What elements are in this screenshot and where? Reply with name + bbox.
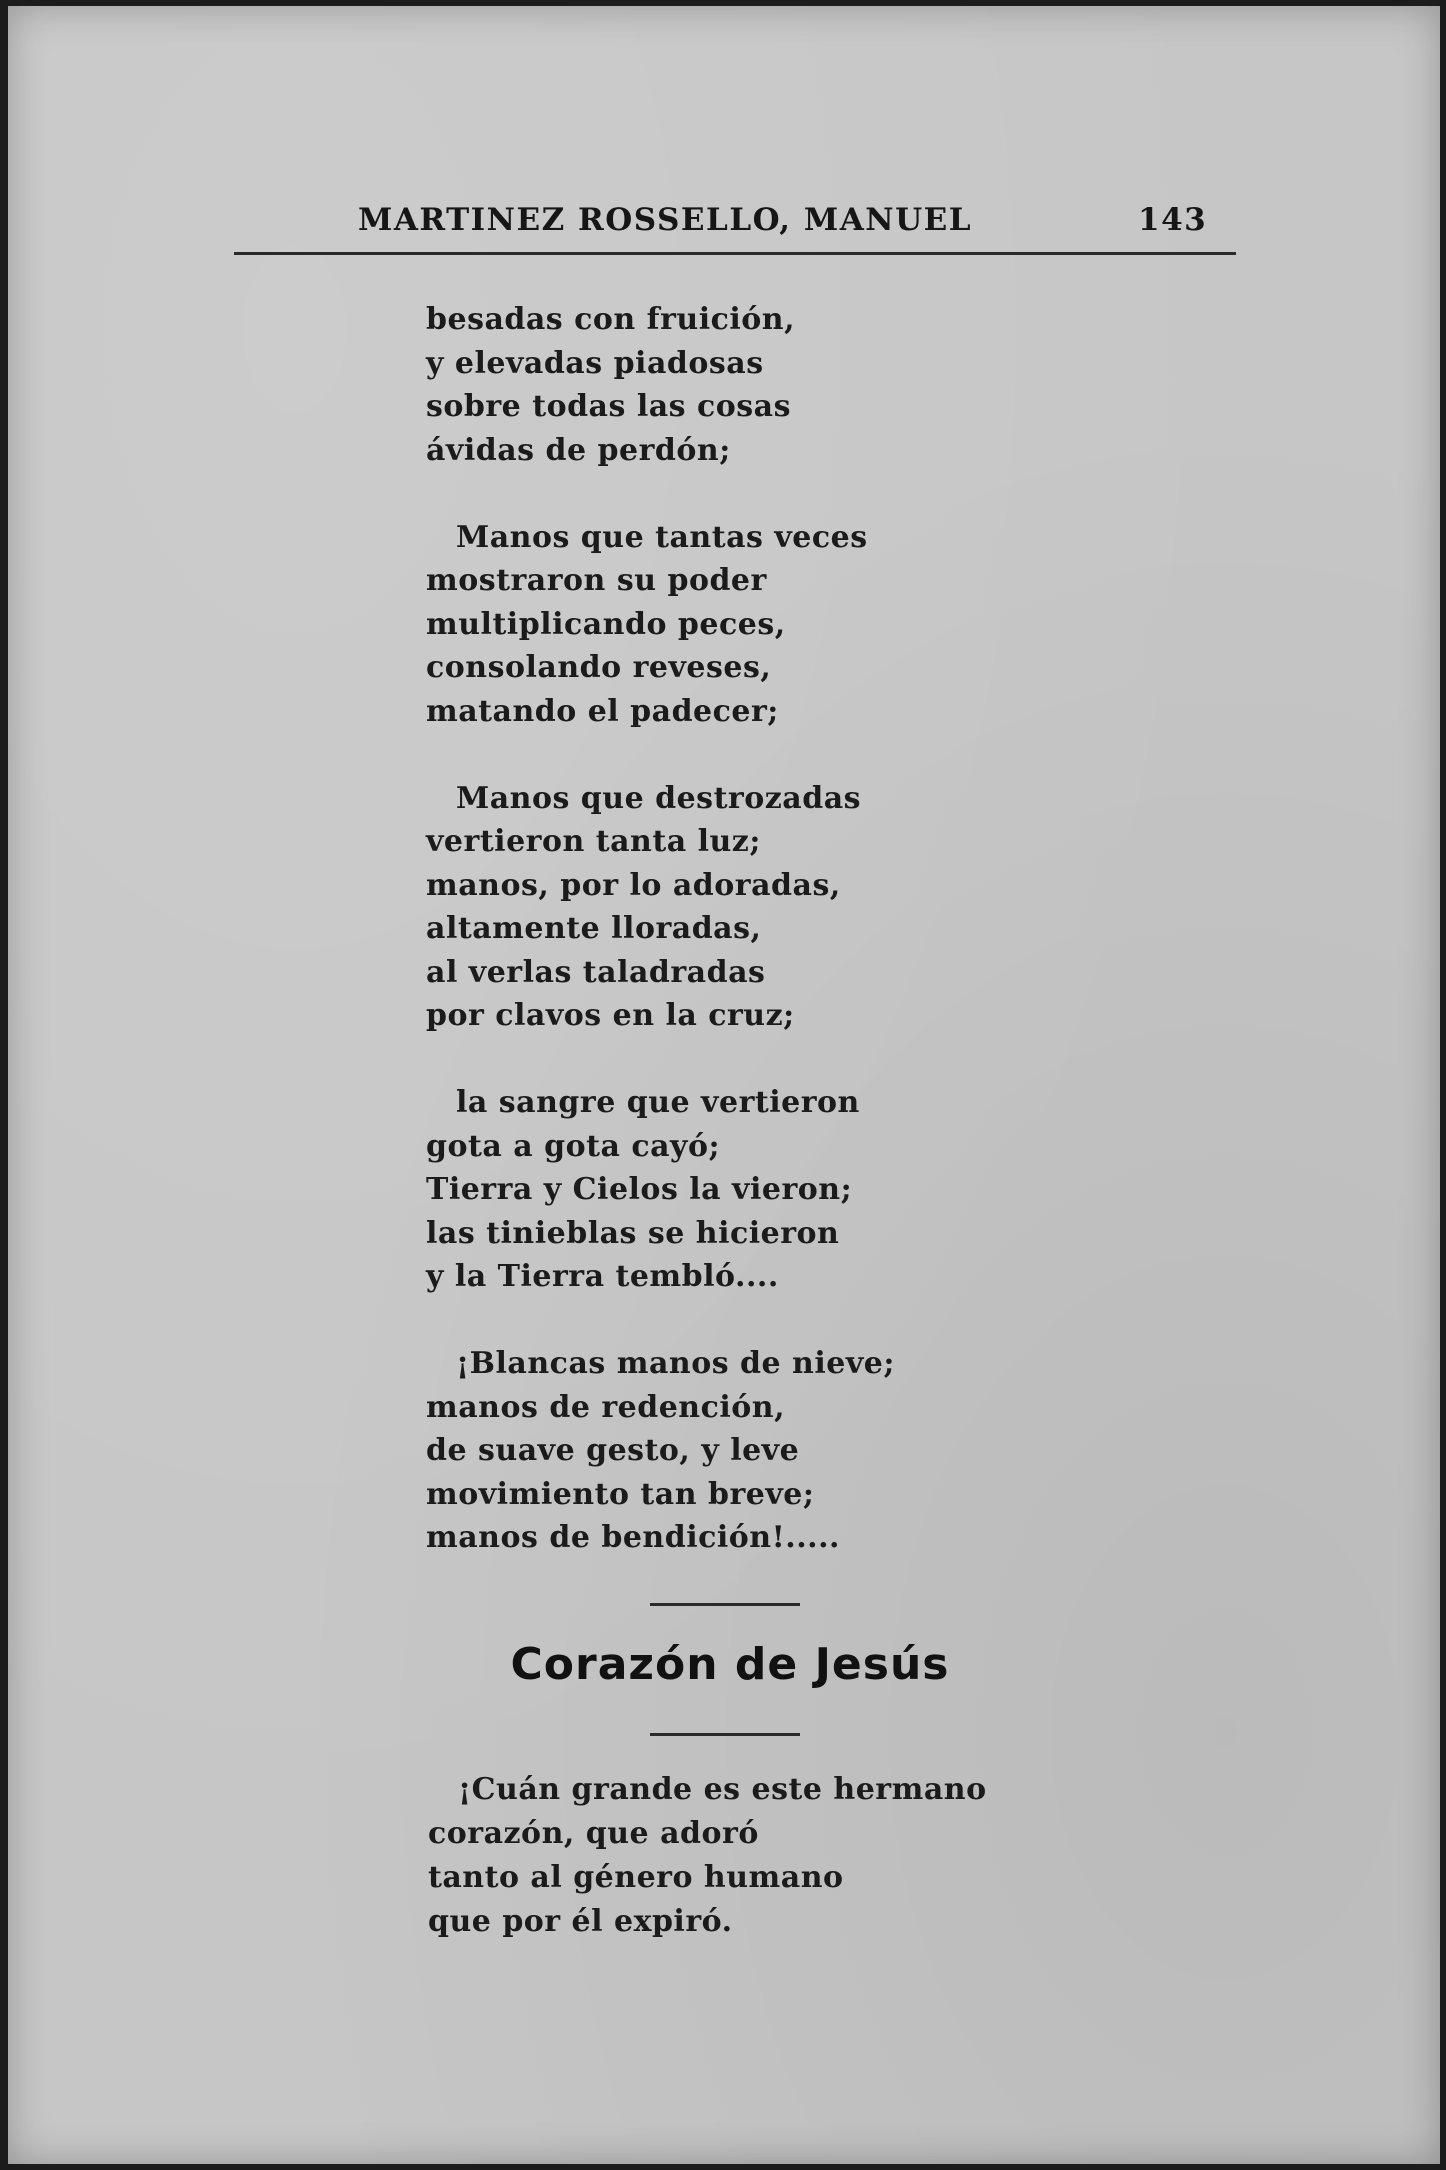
poem-line: y elevadas piadosas: [426, 345, 764, 381]
poem-line: multiplicando peces,: [426, 606, 786, 642]
book-page: [8, 6, 1440, 2164]
poem-line: Tierra y Cielos la vieron;: [426, 1172, 853, 1207]
poem-line: manos de bendición!.....: [426, 1520, 840, 1555]
poem-line: ávidas de perdón;: [426, 432, 731, 468]
poem-line: las tinieblas se hicieron: [426, 1215, 840, 1251]
stanza-3: [426, 777, 895, 1038]
header-rule: [234, 252, 1236, 255]
second-poem-body: [428, 1768, 987, 1944]
poem-line: matando el padecer;: [426, 693, 779, 729]
poem-line: y la Tierra tembló....: [426, 1259, 779, 1294]
poem-line: vertieron tanta luz;: [426, 824, 761, 859]
poem-line: besadas con fruición,: [426, 302, 796, 337]
poem-line: manos, por lo adoradas,: [426, 867, 841, 903]
poem-line: altamente lloradas,: [426, 911, 762, 946]
poem-line: movimiento tan breve;: [426, 1476, 815, 1512]
poem-line: gota a gota cayó;: [426, 1128, 721, 1164]
poem-line: que por él expiró.: [428, 1904, 733, 1939]
poem-line: al verlas taladradas: [426, 954, 766, 990]
poem-line: Manos que destrozadas: [456, 780, 862, 816]
poem-line: Manos que tantas veces: [456, 519, 868, 555]
poem-line: consolando reveses,: [426, 650, 772, 685]
poem-line: mostraron su poder: [426, 563, 767, 598]
stanza-1: [426, 298, 895, 472]
running-head: MARTINEZ ROSSELLO, MANUEL: [358, 202, 973, 238]
poem-line: tanto al género humano: [428, 1860, 844, 1895]
poem-line: ¡Cuán grande es este hermano: [458, 1772, 987, 1807]
section-rule-bottom: [650, 1733, 800, 1736]
page-number: 143: [1138, 202, 1208, 238]
section-title: Corazón de Jesús: [510, 1639, 950, 1690]
stanza-5: [426, 1342, 895, 1560]
poem-line: de suave gesto, y leve: [426, 1433, 800, 1468]
poem-line: ¡Blancas manos de nieve;: [456, 1346, 895, 1381]
stanza-2: [426, 516, 895, 734]
section-rule-top: [650, 1603, 800, 1606]
page-header: [8, 202, 1440, 246]
stanza-4: [426, 1081, 895, 1299]
poem-line: sobre todas las cosas: [426, 389, 791, 424]
poem-line: manos de redención,: [426, 1389, 786, 1425]
poem-line: la sangre que vertieron: [456, 1085, 860, 1120]
poem-line: corazón, que adoró: [428, 1816, 759, 1851]
poem-line: por clavos en la cruz;: [426, 998, 795, 1033]
poem-body: [426, 298, 895, 1603]
